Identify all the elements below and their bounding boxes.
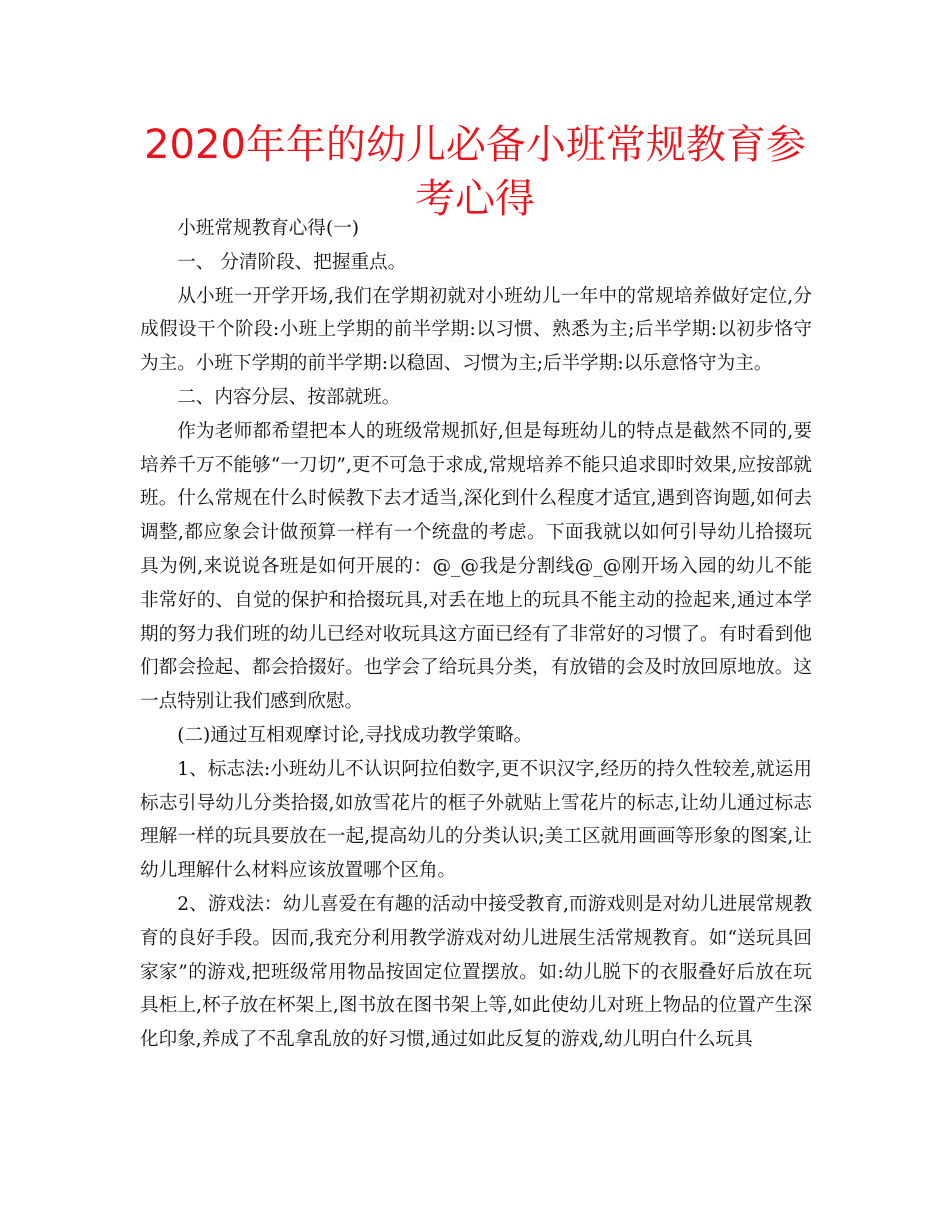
point-heading-2: 二、内容分层、按部就班。 <box>177 386 401 408</box>
body-paragraph: 2、游戏法：幼儿喜爱在有趣的活动中接受教育,而游戏则是对幼儿进展常规教育的良好手段。因而,我充分利用教学游戏对幼儿进展生活常规教育。如“送玩具回家家”的游戏,把班级常用物品按固定位置摆放。如:幼儿脱下的衣服叠好后放在玩具柜上,杯子放在杯架上,图书放在图书架上等,如此使幼儿对班上物品的位置产生深化印象,养成了不乱拿乱放的好习惯,通过如此反复的游戏,幼儿明白什么玩具 <box>140 893 812 1051</box>
point-heading-1: 一、 分清阶段、把握重点。 <box>177 251 407 273</box>
body-paragraph: 1、标志法:小班幼儿不认识阿拉伯数字,更不识汉字,经历的持久性较差,就运用标志引导幼儿分类拾掇,如放雪花片的框子外就贴上雪花片的标志,让幼儿通过标志理解一样的玩具要放在一起,提高幼儿的分类认识;美工区就用画画等形象的图案,让幼儿理解什么材料应该放置哪个区角。 <box>140 758 812 882</box>
section-heading-1: 小班常规教育心得(一) <box>177 218 360 239</box>
document-title: 2020年年的幼儿必备小班常规教育参考心得 <box>144 122 806 222</box>
body-paragraph: 作为老师都希望把本人的班级常规抓好,但是每班幼儿的特点是截然不同的,要培养千万不能够“一刀切”,更不可急于求成,常规培养不能只追求即时效果,应按部就班。什么常规在什么时候教下去才适当,深化到什么程度才适宜,遇到咨询题,如何去调整,都应象会计做预算一样有一个统盘的考虑。下面我就以如何引导幼儿拾掇玩具为例,来说说各班是如何开展的：@_@我是分割线@_@刚开场入园的幼儿不能非常好的、自觉的保护和拾掇玩具,对丢在地上的玩具不能主动的捡起来,通过本学期的努力我们班的幼儿已经对收玩具这方面已经有了非常好的习惯了。有时看到他们都会捡起、都会拾掇好。也学会了给玩具分类，有放错的会及时放回原地放。这一点特别让我们感到欣慰。 <box>140 420 812 713</box>
body-paragraph: 从小班一开学开场,我们在学期初就对小班幼儿一年中的常规培养做好定位,分成假设干个阶段:小班上学期的前半学期:以习惯、熟悉为主;后半学期:以初步恪守为主。小班下学期的前半学期:以稳固、习惯为主;后半学期:以乐意恪守为主。 <box>140 285 812 375</box>
point-heading-3: (二)通过互相观摩讨论,寻找成功教学策略。 <box>177 724 533 746</box>
document-body <box>140 212 812 1057</box>
